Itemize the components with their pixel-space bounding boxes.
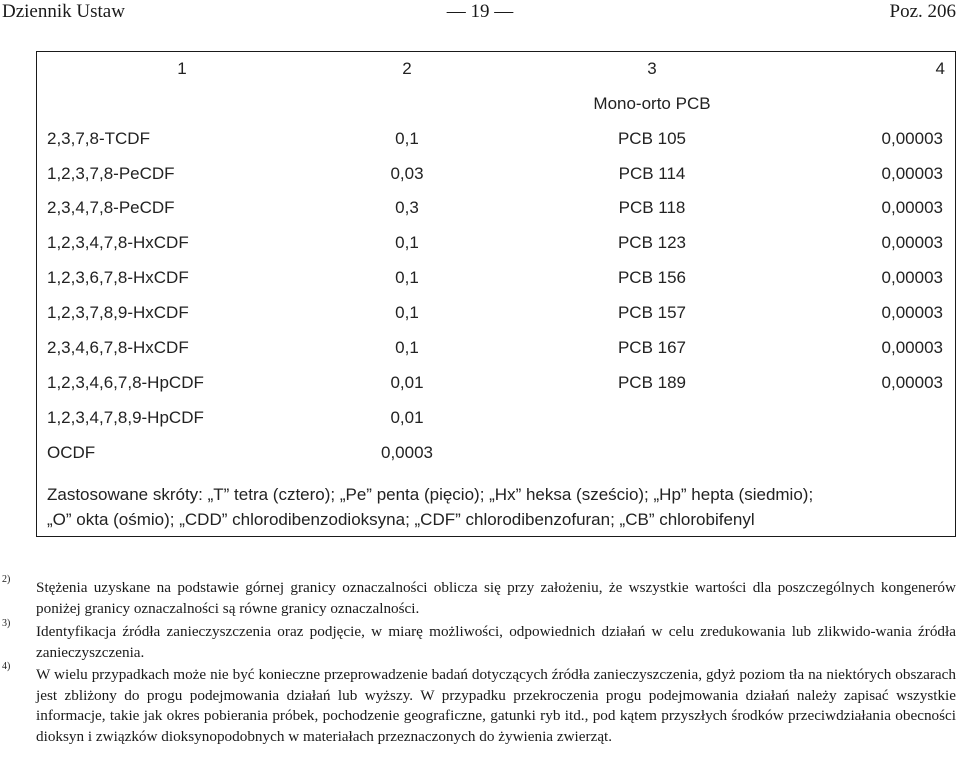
table-row — [37, 296, 955, 330]
pcb-tef-value: 0,00003 — [881, 129, 943, 148]
tef-value: 0,01 — [390, 408, 424, 427]
tef-value: 0,3 — [395, 198, 419, 217]
column-header-row — [37, 52, 955, 86]
table-row — [37, 436, 955, 470]
footnote-text: Stężenia uzyskane na podstawie górnej granicy oznaczalności oblicza się przy założeniu, że wszystkie wartości dla poszczególnych kongenerów poniżej granicy oznaczalności są równe granicy oznaczalności. — [36, 579, 956, 617]
page-number: — 19 — — [446, 1, 514, 22]
abbreviations-note — [47, 482, 947, 532]
abbreviations-line: Zastosowane skróty: „T” tetra (cztero); „Pe” penta (pięcio); „Hx” heksa (sześcio); „Hp” hepta (siedmio); — [47, 485, 814, 504]
pcb-name: PCB 114 — [618, 164, 686, 183]
tef-value: 0,03 — [390, 164, 424, 183]
pcb-tef-value: 0,00003 — [881, 233, 943, 252]
table-row — [37, 157, 955, 191]
pcb-name: PCB 123 — [617, 233, 687, 252]
tef-value: 0,0003 — [381, 443, 433, 462]
table-row — [37, 261, 955, 295]
pcb-tef-value: 0,00003 — [881, 164, 943, 183]
table-row — [37, 401, 955, 435]
table-row — [37, 331, 955, 365]
congener-name: 1,2,3,4,7,8-HxCDF — [47, 233, 189, 252]
subheader-mono-orto-pcb: Mono-orto PCB — [593, 94, 711, 113]
footnote — [0, 618, 960, 663]
pcb-tef-value: 0,00003 — [881, 268, 943, 287]
footnote-text: W wielu przypadkach może nie być konieczne przeprowadzenie badań dotyczących źródła zanieczyszczenia, gdyż poziom tła na niektórych obszarach jest zbliżony do progu podejmowania działań lub wyższy. W przypadku przekroczenia progu podejmowania działań należy zapisać wszystkie informacje, takie jak okres pobierania próbek, pochodzenie geograficzne, gatunki ryb itd., pod kątem przyszłych środków przeciwdziałania obecności dioksyn i związków dioksynopodobnych w materiałach przeznaczonych do żywienia zwierząt. — [36, 666, 956, 745]
column-header: 3 — [647, 59, 657, 78]
tef-value: 0,1 — [395, 338, 419, 357]
pcb-name: PCB 167 — [617, 338, 687, 357]
congener-name: 2,3,4,6,7,8-HxCDF — [47, 338, 189, 357]
congener-name: 2,3,7,8-TCDF — [47, 129, 150, 148]
journal-title: Dziennik Ustaw — [2, 1, 125, 22]
footnote-text: Identyfikacja źródła zanieczyszczenia oraz podjęcie, w miarę możliwości, odpowiednich działań w celu zredukowania lub zlikwido-wania źródła zanieczyszczenia. — [36, 623, 956, 661]
congener-name: OCDF — [47, 443, 96, 462]
table-row — [37, 366, 955, 400]
congener-name: 1,2,3,4,7,8,9-HpCDF — [47, 408, 204, 427]
congener-name: 1,2,3,6,7,8-HxCDF — [47, 268, 189, 287]
footnote-marker: 2) — [2, 574, 11, 585]
footnote — [0, 661, 960, 747]
tef-value: 0,1 — [395, 129, 419, 148]
table-row — [37, 226, 955, 260]
subheader-row — [37, 87, 955, 121]
congener-name: 1,2,3,7,8-PeCDF — [47, 164, 175, 183]
pcb-tef-value: 0,00003 — [881, 303, 943, 322]
footnote — [0, 574, 960, 619]
footnote-marker: 4) — [2, 661, 11, 672]
pcb-tef-value: 0,00003 — [881, 373, 943, 392]
pcb-name: PCB 189 — [617, 373, 687, 392]
tef-value: 0,1 — [395, 303, 419, 322]
column-header: 4 — [935, 59, 945, 78]
column-header: 1 — [177, 59, 187, 78]
table-row — [37, 122, 955, 156]
congener-name: 1,2,3,4,6,7,8-HpCDF — [47, 373, 204, 392]
position-number: Poz. 206 — [889, 1, 956, 22]
abbreviations-line: „O” okta (ośmio); „CDD” chlorodibenzodioksyna; „CDF” chlorodibenzofuran; „CB” chlorobifenyl — [47, 510, 755, 529]
pcb-name: PCB 157 — [617, 303, 687, 322]
pcb-tef-value: 0,00003 — [881, 198, 943, 217]
pcb-tef-value: 0,00003 — [881, 338, 943, 357]
tef-value: 0,1 — [395, 233, 419, 252]
table-row — [37, 191, 955, 225]
column-header: 2 — [402, 59, 412, 78]
tef-value: 0,01 — [390, 373, 424, 392]
congener-name: 1,2,3,7,8,9-HxCDF — [47, 303, 189, 322]
pcb-name: PCB 105 — [617, 129, 687, 148]
tef-value: 0,1 — [395, 268, 419, 287]
pcb-name: PCB 156 — [617, 268, 687, 287]
footnote-marker: 3) — [2, 618, 11, 629]
congener-name: 2,3,4,7,8-PeCDF — [47, 198, 175, 217]
pcb-name: PCB 118 — [618, 198, 686, 217]
tef-table — [36, 51, 956, 537]
